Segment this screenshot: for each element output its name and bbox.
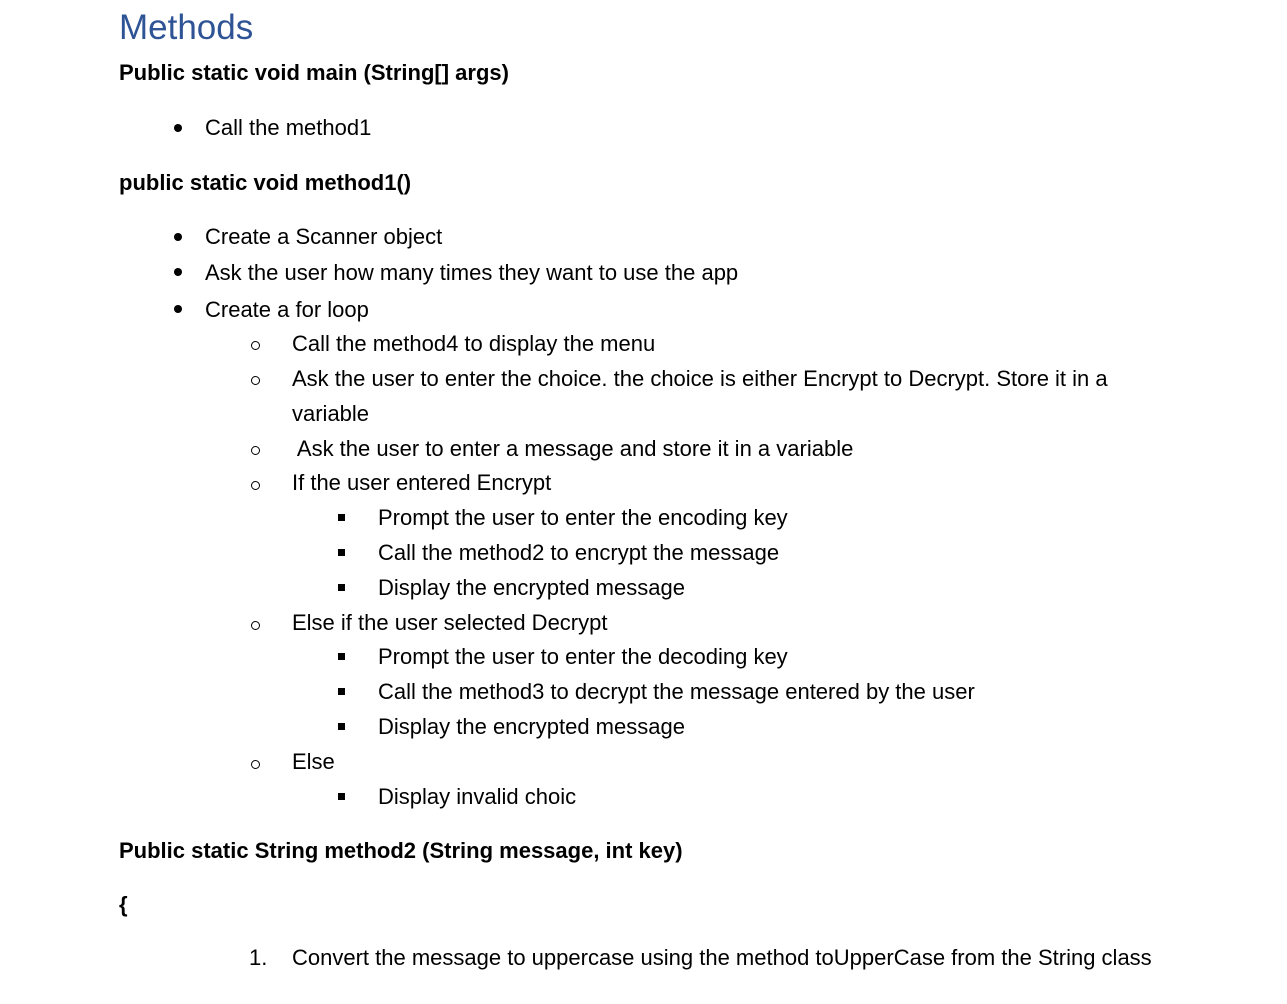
bullet-circle-icon bbox=[251, 446, 260, 455]
list-item: Call the method4 to display the menu bbox=[292, 331, 656, 356]
step-number: 1. bbox=[249, 945, 268, 970]
page-title: Methods bbox=[119, 8, 254, 47]
bullet-circle-icon bbox=[251, 341, 260, 350]
list-item: Prompt the user to enter the decoding key bbox=[378, 644, 788, 669]
bullet-square-icon bbox=[338, 549, 345, 556]
step-text: Convert the message to uppercase using the method toUpperCase from the String class bbox=[292, 945, 1152, 970]
bullet-dot-icon bbox=[174, 268, 182, 276]
main-method-signature: Public static void main (String[] args) bbox=[119, 60, 509, 85]
list-item: Display the encrypted message bbox=[378, 575, 685, 600]
bullet-square-icon bbox=[338, 723, 345, 730]
method1-signature: public static void method1() bbox=[119, 170, 412, 195]
bullet-square-icon bbox=[338, 793, 345, 800]
open-brace: { bbox=[119, 892, 128, 917]
list-item: Ask the user how many times they want to use the app bbox=[205, 260, 739, 285]
bullet-dot-icon bbox=[174, 124, 182, 132]
list-item: Call the method2 to encrypt the message bbox=[378, 540, 780, 565]
list-item: Else bbox=[292, 749, 335, 774]
list-item: Ask the user to enter a message and store it in a variable bbox=[292, 436, 854, 461]
list-item: Display invalid choic bbox=[378, 784, 577, 809]
bullet-circle-icon bbox=[251, 376, 260, 385]
bullet-square-icon bbox=[338, 653, 345, 660]
list-item: Call the method3 to decrypt the message entered by the user bbox=[378, 679, 975, 704]
method2-signature: Public static String method2 (String message, int key) bbox=[119, 838, 683, 863]
bullet-dot-icon bbox=[174, 305, 182, 313]
bullet-circle-icon bbox=[251, 621, 260, 630]
bullet-circle-icon bbox=[251, 481, 260, 490]
bullet-circle-icon bbox=[251, 760, 260, 769]
bullet-square-icon bbox=[338, 584, 345, 591]
bullet-square-icon bbox=[338, 688, 345, 695]
bullet-square-icon bbox=[338, 514, 345, 521]
list-item: Display the encrypted message bbox=[378, 714, 685, 739]
list-item: If the user entered Encrypt bbox=[292, 470, 552, 495]
list-item: Prompt the user to enter the encoding key bbox=[378, 505, 788, 530]
list-item-continuation: variable bbox=[292, 401, 370, 426]
list-item: Create a for loop bbox=[205, 297, 369, 322]
list-item: Create a Scanner object bbox=[205, 224, 443, 249]
list-item: Call the method1 bbox=[205, 115, 372, 140]
bullet-dot-icon bbox=[174, 233, 182, 241]
list-item: Ask the user to enter the choice. the choice is either Encrypt to Decrypt. Store it in a bbox=[292, 366, 1108, 391]
list-item: Else if the user selected Decrypt bbox=[292, 610, 608, 635]
